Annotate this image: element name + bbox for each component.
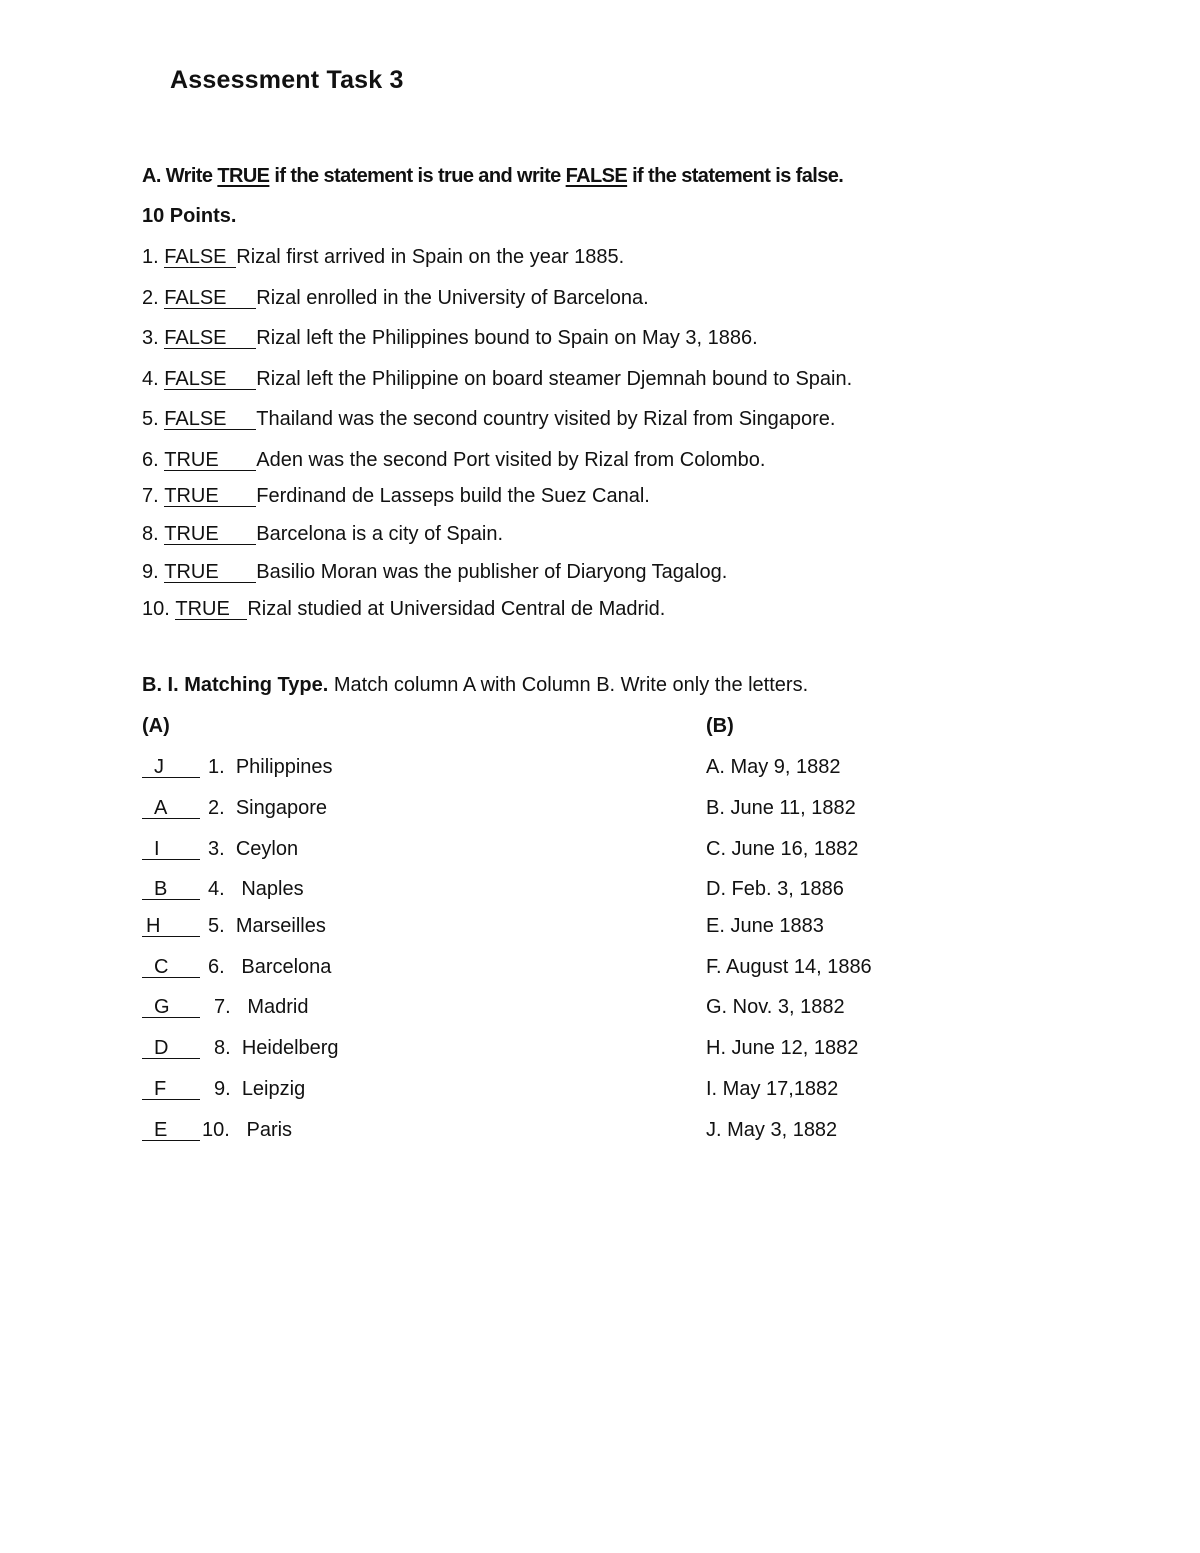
match-answer: D: [142, 1038, 200, 1059]
tf-statement: Rizal studied at Universidad Central de Madrid.: [247, 598, 666, 620]
match-item: [142, 877, 304, 901]
match-item: [142, 1036, 339, 1060]
match-place: Paris: [246, 1119, 293, 1141]
match-option: E. June 1883: [706, 915, 824, 937]
match-place: Ceylon: [235, 838, 299, 860]
match-place: Marseilles: [235, 915, 326, 937]
tf-statement: Thailand was the second country visited by Rizal from Singapore.: [256, 408, 836, 430]
column-b-header: (B): [706, 715, 734, 737]
tf-answer: FALSE: [164, 369, 256, 390]
tf-item-number: 2.: [142, 287, 165, 309]
instruction-false-word: FALSE: [565, 165, 628, 187]
match-number: 2.: [208, 797, 225, 819]
instruction-tail: if the statement is false.: [627, 165, 844, 187]
match-number: 3.: [208, 838, 225, 860]
tf-item: [142, 407, 835, 431]
tf-item: [142, 326, 758, 350]
tf-statement: Ferdinand de Lasseps build the Suez Canal.: [256, 485, 650, 507]
match-option: D. Feb. 3, 1886: [706, 878, 844, 900]
tf-item: [142, 448, 765, 472]
instruction-lead: A. Write: [142, 165, 218, 187]
tf-statement: Rizal first arrived in Spain on the year 1885.: [236, 246, 625, 268]
tf-statement: Rizal left the Philippine on board steamer Djemnah bound to Spain.: [256, 368, 853, 390]
tf-item: [142, 560, 727, 584]
tf-statement: Barcelona is a city of Spain.: [256, 523, 504, 545]
match-number: 10.: [202, 1119, 230, 1141]
tf-answer: FALSE: [164, 328, 256, 349]
tf-item-number: 7.: [142, 485, 165, 507]
match-place: Naples: [241, 878, 304, 900]
match-number: 9.: [214, 1078, 231, 1100]
match-place: Heidelberg: [241, 1037, 339, 1059]
match-answer: I: [142, 839, 200, 860]
tf-answer: TRUE: [164, 524, 256, 545]
tf-item-number: 9.: [142, 561, 165, 583]
match-item: [142, 1118, 292, 1142]
match-option: J. May 3, 1882: [706, 1119, 838, 1141]
match-number: 1.: [208, 756, 225, 778]
tf-statement: Aden was the second Port visited by Rizal from Colombo.: [256, 449, 766, 471]
match-answer: J: [142, 757, 200, 778]
tf-statement: Rizal enrolled in the University of Barcelona.: [256, 287, 649, 309]
match-option: C. June 16, 1882: [706, 838, 859, 860]
tf-item-number: 1.: [142, 246, 165, 268]
match-item: [142, 837, 298, 861]
tf-answer: TRUE: [164, 450, 256, 471]
match-item: [142, 995, 309, 1019]
match-number: 7.: [214, 996, 231, 1018]
match-answer: G: [142, 997, 200, 1018]
match-option: B. June 11, 1882: [706, 797, 856, 819]
tf-item-number: 8.: [142, 523, 165, 545]
match-answer: H: [142, 916, 200, 937]
tf-item-number: 3.: [142, 327, 165, 349]
match-item: [142, 955, 331, 979]
column-a-header: (A): [142, 715, 170, 737]
match-place: Philippines: [235, 756, 333, 778]
match-place: Madrid: [247, 996, 309, 1018]
match-number: 4.: [208, 878, 225, 900]
match-item: [142, 914, 326, 938]
part-a-points: 10 Points.: [142, 205, 237, 227]
match-option: G. Nov. 3, 1882: [706, 996, 845, 1018]
tf-answer: FALSE: [164, 409, 256, 430]
match-option: H. June 12, 1882: [706, 1037, 859, 1059]
tf-item-number: 6.: [142, 449, 165, 471]
tf-item: [142, 597, 665, 621]
tf-item: [142, 245, 624, 269]
tf-item-number: 10.: [142, 598, 176, 620]
tf-item: [142, 522, 503, 546]
tf-item: [142, 367, 852, 391]
match-answer: B: [142, 879, 200, 900]
tf-answer: TRUE: [175, 599, 247, 620]
tf-item-number: 5.: [142, 408, 165, 430]
tf-answer: FALSE: [164, 247, 236, 268]
tf-answer: TRUE: [164, 562, 256, 583]
match-number: 8.: [214, 1037, 231, 1059]
match-answer: C: [142, 957, 200, 978]
tf-statement: Basilio Moran was the publisher of Diaryong Tagalog.: [256, 561, 728, 583]
match-option: A. May 9, 1882: [706, 756, 841, 778]
match-answer: F: [142, 1079, 200, 1100]
match-number: 6.: [208, 956, 225, 978]
tf-item: [142, 484, 650, 508]
tf-answer: TRUE: [164, 486, 256, 507]
tf-answer: FALSE: [164, 288, 256, 309]
match-answer: A: [142, 798, 200, 819]
part-b-heading: [142, 673, 808, 697]
match-answer: E: [142, 1120, 200, 1141]
part-b-heading-bold: B. I. Matching Type.: [142, 674, 329, 696]
tf-statement: Rizal left the Philippines bound to Spain on May 3, 1886.: [256, 327, 758, 349]
instruction-middle: if the statement is true and write: [269, 165, 566, 187]
match-number: 5.: [208, 915, 225, 937]
match-option: I. May 17,1882: [706, 1078, 839, 1100]
match-item: [142, 755, 333, 779]
match-item: [142, 796, 327, 820]
tf-item-number: 4.: [142, 368, 165, 390]
match-place: Leipzig: [241, 1078, 306, 1100]
match-place: Singapore: [235, 797, 327, 819]
page-title: Assessment Task 3: [170, 66, 404, 94]
match-option: F. August 14, 1886: [706, 956, 872, 978]
part-b-heading-rest: Match column A with Column B. Write only the letters.: [328, 674, 809, 696]
tf-item: [142, 286, 649, 310]
instruction-true-word: TRUE: [217, 165, 270, 187]
part-a-instruction: [142, 164, 843, 188]
match-place: Barcelona: [241, 956, 332, 978]
match-item: [142, 1077, 305, 1101]
